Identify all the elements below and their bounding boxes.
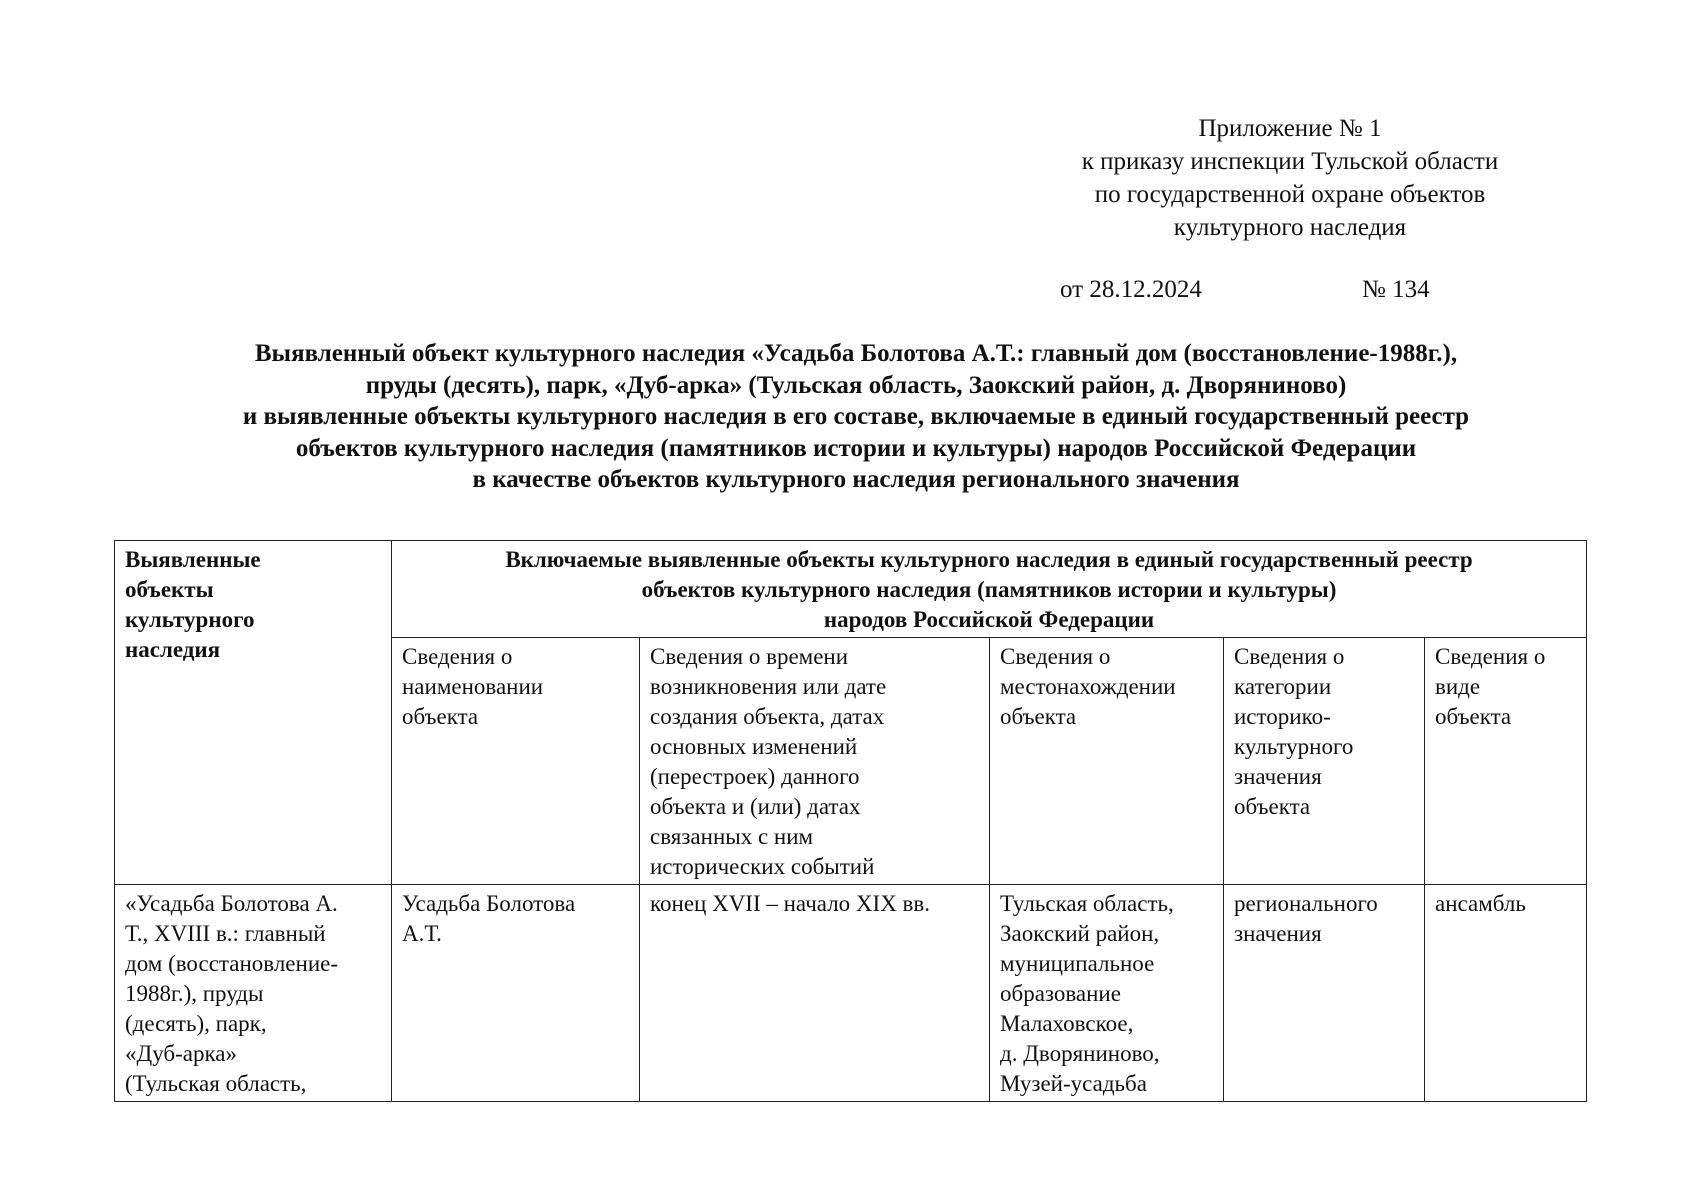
- header-date-info: Сведения о времени возникновения или дате создания объекта, датах основных изменений (перестроек) данного объекта и (или) датах связанных с ним исторических событий: [640, 638, 990, 885]
- header-location-info: Сведения о местонахождении объекта: [990, 638, 1224, 885]
- appendix-line: культурного наследия: [1173, 214, 1407, 241]
- title-line: объектов культурного наследия (памятников истории и культуры) народов Российской Федерации: [295, 434, 1417, 462]
- table-header-row: [115, 541, 1587, 638]
- cell-object-name: Усадьба Болотова А.Т.: [392, 885, 640, 1102]
- cell-object-type: ансамбль: [1425, 885, 1587, 1102]
- table-row: [115, 885, 1587, 1102]
- cell-identified-object: «Усадьба Болотова А. Т., XVIII в.: главный дом (восстановление- 1988г.), пруды (десять), парк, «Дуб-арка» (Тульская область,: [115, 885, 392, 1102]
- header-included-objects: Включаемые выявленные объекты культурного наследия в единый государственный реестр объектов культурного наследия (памятников истории и культуры) народов Российской Федерации: [392, 541, 1587, 638]
- cell-object-category: регионального значения: [1224, 885, 1425, 1102]
- header-identified-objects: Выявленные объекты культурного наследия: [115, 541, 392, 885]
- order-number: № 134: [1362, 276, 1430, 303]
- order-date: от 28.12.2024: [1060, 276, 1202, 303]
- document-title: [110, 338, 1602, 496]
- header-name-info: Сведения о наименовании объекта: [392, 638, 640, 885]
- title-line: и выявленные объекты культурного наследия в его составе, включаемые в единый государственный реестр: [242, 403, 1470, 430]
- cell-object-location: Тульская область, Заокский район, муниципальное образование Малаховское, д. Дворяниново, Музей-усадьба: [990, 885, 1224, 1102]
- header-category-info: Сведения о категории историко- культурного значения объекта: [1224, 638, 1425, 885]
- header-type-info: Сведения о виде объекта: [1425, 638, 1587, 885]
- title-line: в качестве объектов культурного наследия регионального значения: [472, 466, 1240, 493]
- heritage-register-table: [114, 540, 1587, 1102]
- cell-object-dates: конец XVII – начало XIX вв.: [640, 885, 990, 1102]
- title-line: пруды (десять), парк, «Дуб-арка» (Тульская область, Заокский район, д. Дворяниново): [365, 371, 1347, 399]
- appendix-line: по государственной охране объектов: [1094, 181, 1486, 208]
- appendix-line: к приказу инспекции Тульской области: [1081, 148, 1499, 175]
- appendix-line: Приложение № 1: [1198, 115, 1382, 142]
- appendix-block: [1040, 112, 1540, 244]
- title-line: Выявленный объект культурного наследия «Усадьба Болотова А.Т.: главный дом (восстановление-1988г.),: [254, 340, 1458, 367]
